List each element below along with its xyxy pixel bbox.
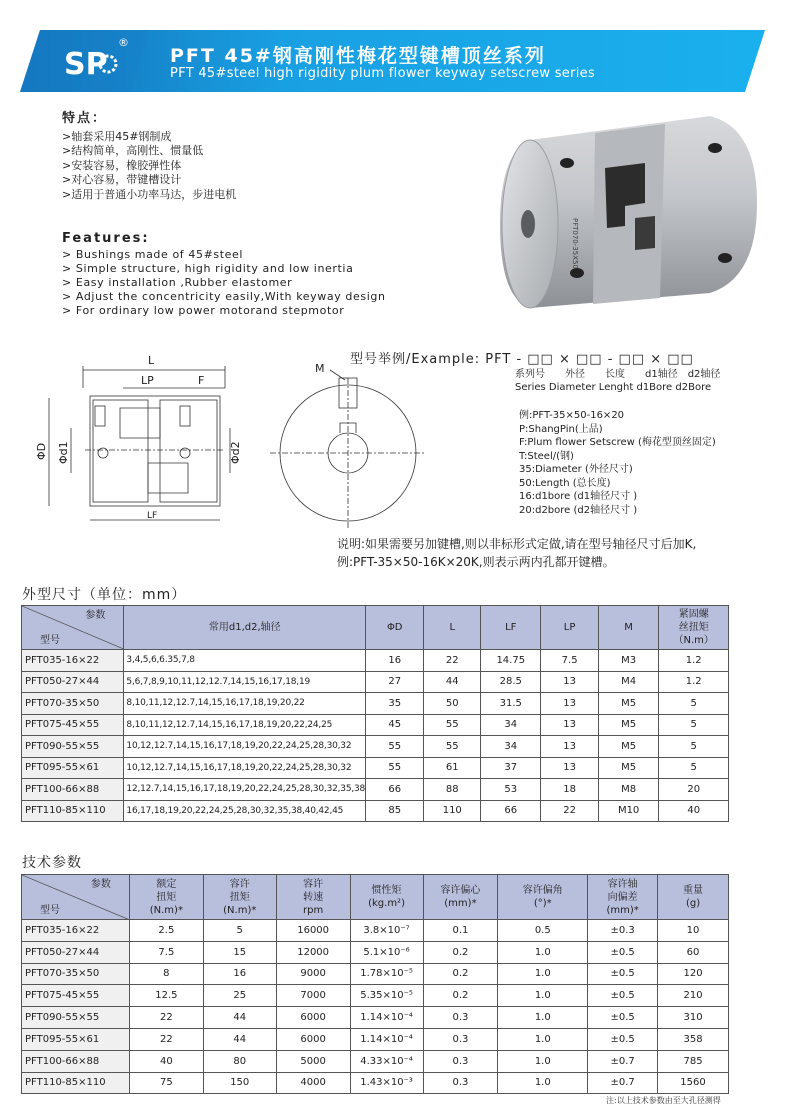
value-cell: 4000 — [276, 1072, 350, 1094]
value-cell: ±0.5 — [588, 985, 658, 1007]
corner-model: 型号 — [40, 905, 60, 916]
value-cell: 66 — [366, 779, 424, 801]
value-cell: 0.5 — [498, 920, 588, 942]
table-row — [22, 714, 729, 736]
corner-model: 型号 — [40, 635, 60, 646]
value-cell: 55 — [366, 757, 424, 779]
tech-header: 容许偏心 (mm)* — [423, 875, 498, 920]
feature-en-item: > Bushings made of 45#steel — [62, 248, 244, 261]
model-cell: PFT095-55×61 — [22, 757, 124, 779]
value-cell: 9000 — [276, 963, 350, 985]
value-cell: M5 — [598, 757, 659, 779]
value-cell: 55 — [366, 736, 424, 758]
value-cell: ±0.5 — [588, 1007, 658, 1029]
feature-cn-item: >结构简单，高刚性、惯量低 — [62, 144, 204, 157]
value-cell: 5.1×10⁻⁶ — [350, 941, 423, 963]
value-cell: 66 — [481, 800, 541, 822]
features-cn — [62, 112, 236, 202]
value-cell: M5 — [598, 736, 659, 758]
table-row — [22, 800, 729, 822]
model-cell: PFT070-35×50 — [22, 963, 130, 985]
features-en-heading: Features: — [62, 231, 150, 246]
value-cell: 27 — [366, 671, 424, 693]
table-row — [22, 693, 729, 715]
page-title: PFT 45#钢高刚性梅花型键槽顶丝系列 — [170, 45, 546, 67]
value-cell: ±0.7 — [588, 1072, 658, 1094]
tech-header: 重量 (g) — [658, 875, 729, 920]
value-cell: M5 — [598, 714, 659, 736]
value-cell: 5000 — [276, 1050, 350, 1072]
registered-mark: ® — [118, 36, 129, 49]
value-cell: 55 — [424, 736, 481, 758]
value-cell: 16000 — [276, 920, 350, 942]
value-cell: 61 — [424, 757, 481, 779]
example-detail-line: P:ShangPin(上品) — [519, 423, 603, 435]
note-line: 说明:如果需要另加键槽,则以非标形式定做,请在型号轴径尺寸后加K, — [337, 537, 697, 551]
value-cell: 210 — [658, 985, 729, 1007]
value-cell: M10 — [598, 800, 659, 822]
value-cell: 5.35×10⁻⁵ — [350, 985, 423, 1007]
tech-header: 容许 转速 rpm — [276, 875, 350, 920]
value-cell: 34 — [481, 736, 541, 758]
table-row — [22, 963, 729, 985]
value-cell: 13 — [541, 671, 598, 693]
model-example: 型号举例/Example: PFT - □□ × □□ - □□ × □□ — [350, 352, 694, 367]
value-cell: 0.1 — [423, 920, 498, 942]
model-cell: PFT075-45×55 — [22, 714, 124, 736]
value-cell: 12.5 — [129, 985, 203, 1007]
dim-header: 常用d1,d2,轴径 — [124, 606, 366, 650]
table-row — [22, 736, 729, 758]
value-cell: 45 — [366, 714, 424, 736]
value-cell: 3,4,5,6,6.35,7,8 — [124, 650, 366, 672]
tech-header: 容许偏角 (°)* — [498, 875, 588, 920]
value-cell: 44 — [203, 1007, 276, 1029]
value-cell: 5,6,7,8,9,10,11,12,12.7,14,15,16,17,18,19 — [124, 671, 366, 693]
value-cell: 75 — [129, 1072, 203, 1094]
value-cell: ±0.5 — [588, 963, 658, 985]
value-cell: 60 — [658, 941, 729, 963]
value-cell: 358 — [658, 1028, 729, 1050]
example-detail-line: 20:d2bore (d2轴径尺寸 ) — [519, 504, 638, 516]
table-row — [22, 1072, 729, 1094]
value-cell: 22 — [129, 1007, 203, 1029]
features-cn-heading: 特点： — [62, 111, 108, 126]
value-cell: 13 — [541, 757, 598, 779]
page-subtitle: PFT 45#steel high rigidity plum flower keyway setscrew series — [170, 66, 596, 81]
value-cell: M3 — [598, 650, 659, 672]
dim-label-LF: LF — [147, 511, 158, 521]
value-cell: 14.75 — [481, 650, 541, 672]
value-cell: 34 — [481, 714, 541, 736]
value-cell: 8,10,11,12,12.7,14,15,16,17,18,19,20,22,24,25 — [124, 714, 366, 736]
value-cell: 6000 — [276, 1007, 350, 1029]
value-cell: 4.33×10⁻⁴ — [350, 1050, 423, 1072]
table-row — [22, 1050, 729, 1072]
value-cell: 2.5 — [129, 920, 203, 942]
model-cell: PFT100-66×88 — [22, 1050, 130, 1072]
example-labels-cn: 系列号 外径 长度 d1轴径 d2轴径 — [515, 369, 721, 380]
value-cell: 1.14×10⁻⁴ — [350, 1028, 423, 1050]
example-detail-line: F:Plum flower Setscrew (梅花型顶丝固定) — [519, 437, 716, 448]
tech-header: 惯性矩 (kg.m²) — [350, 875, 423, 920]
dim-header: M — [598, 606, 659, 650]
model-cell: PFT070-35×50 — [22, 693, 124, 715]
table-row — [22, 1028, 729, 1050]
example-detail-line: 例:PFT-35×50-16×20 — [519, 410, 625, 421]
value-cell: 22 — [541, 800, 598, 822]
dim-label-d2: Φd2 — [229, 441, 242, 464]
dim-label-d1: Φd1 — [57, 441, 70, 464]
value-cell: 3.8×10⁻⁷ — [350, 920, 423, 942]
value-cell: 0.2 — [423, 963, 498, 985]
value-cell: 12,12.7,14,15,16,17,18,19,20,22,24,25,28,30,32,35,38 — [124, 779, 366, 801]
value-cell: 44 — [424, 671, 481, 693]
dim-header: 紧固螺 丝扭矩 （N.m） — [659, 606, 729, 650]
model-cell: PFT110-85×110 — [22, 800, 124, 822]
value-cell: 15 — [203, 941, 276, 963]
dimension-drawing — [25, 348, 525, 538]
table-row — [22, 941, 729, 963]
tech-header: 容许 扭矩 (N.m)* — [203, 875, 276, 920]
value-cell: 37 — [481, 757, 541, 779]
table-row — [22, 985, 729, 1007]
product-photo — [495, 108, 765, 313]
value-cell: 12000 — [276, 941, 350, 963]
value-cell: 28.5 — [481, 671, 541, 693]
dim-label-LP: LP — [141, 374, 154, 387]
dim-header: L — [424, 606, 481, 650]
value-cell: 7.5 — [129, 941, 203, 963]
dimension-table — [21, 605, 729, 822]
value-cell: 13 — [541, 693, 598, 715]
value-cell: 1.0 — [498, 963, 588, 985]
value-cell: 44 — [203, 1028, 276, 1050]
corner-param: 参数 — [90, 879, 111, 890]
model-cell: PFT090-55×55 — [22, 1007, 130, 1029]
value-cell: 5 — [203, 920, 276, 942]
value-cell: 5 — [659, 736, 729, 758]
value-cell: 0.3 — [423, 1028, 498, 1050]
value-cell: 5 — [659, 757, 729, 779]
dim-header: LF — [481, 606, 541, 650]
features-en — [62, 232, 386, 318]
value-cell: 1.2 — [659, 671, 729, 693]
table-row — [22, 757, 729, 779]
value-cell: 310 — [658, 1007, 729, 1029]
dim-label-L: L — [148, 354, 155, 367]
tech-header: 容许轴 向偏差 (mm)* — [588, 875, 658, 920]
keyway-note — [337, 535, 696, 571]
model-cell: PFT110-85×110 — [22, 1072, 130, 1094]
value-cell: 6000 — [276, 1028, 350, 1050]
value-cell: 1.2 — [659, 650, 729, 672]
value-cell: 80 — [203, 1050, 276, 1072]
value-cell: 22 — [424, 650, 481, 672]
example-detail-line: T:Steel/(钢) — [519, 450, 574, 462]
feature-cn-item: >对心容易，带键槽设计 — [62, 173, 182, 186]
model-cell: PFT050-27×44 — [22, 671, 124, 693]
value-cell: 10,12,12.7,14,15,16,17,18,19,20,22,24,25,28,30,32 — [124, 757, 366, 779]
value-cell: 13 — [541, 736, 598, 758]
value-cell: 16,17,18,19,20,22,24,25,28,30,32,35,38,40,42,45 — [124, 800, 366, 822]
value-cell: 120 — [658, 963, 729, 985]
table-row — [22, 650, 729, 672]
product-engraving: PFT070-35X50 — [571, 218, 579, 269]
value-cell: 31.5 — [481, 693, 541, 715]
value-cell: 16 — [203, 963, 276, 985]
value-cell: 50 — [424, 693, 481, 715]
feature-en-item: > Adjust the concentricity easily,With keyway design — [62, 290, 386, 303]
value-cell: 1.0 — [498, 1007, 588, 1029]
dim-table-title: 外型尺寸（单位：mm） — [22, 587, 187, 603]
feature-cn-item: >轴套采用45#钢制成 — [62, 129, 172, 143]
example-labels-en: Series Diameter Lenght d1Bore d2Bore — [515, 382, 712, 393]
tech-corner-cell — [22, 875, 130, 920]
value-cell: 55 — [424, 714, 481, 736]
model-cell: PFT035-16×22 — [22, 650, 124, 672]
model-cell: PFT090-55×55 — [22, 736, 124, 758]
value-cell: M4 — [598, 671, 659, 693]
value-cell: 110 — [424, 800, 481, 822]
tech-parameter-table — [21, 874, 729, 1094]
note-line: 例:PFT-35×50-16K×20K,则表示两内孔都开键槽。 — [337, 555, 615, 569]
value-cell: 1.0 — [498, 1050, 588, 1072]
value-cell: 0.3 — [423, 1050, 498, 1072]
value-cell: 7000 — [276, 985, 350, 1007]
feature-en-item: > For ordinary low power motorand stepmotor — [62, 304, 345, 317]
value-cell: 85 — [366, 800, 424, 822]
value-cell: 1.0 — [498, 1072, 588, 1094]
value-cell: 7.5 — [541, 650, 598, 672]
dim-label-D: ΦD — [35, 442, 48, 460]
table-row — [22, 779, 729, 801]
tech-footnote: 注:以上技术参数由至大孔径测得 — [606, 1096, 721, 1105]
value-cell: 53 — [481, 779, 541, 801]
model-cell: PFT095-55×61 — [22, 1028, 130, 1050]
brand-logo — [62, 40, 122, 84]
example-detail-line: 35:Diameter (外径尺寸) — [519, 464, 633, 475]
value-cell: M8 — [598, 779, 659, 801]
feature-cn-item: >适用于普通小功率马达，步进电机 — [62, 187, 237, 201]
example-detail — [519, 409, 716, 517]
value-cell: 40 — [129, 1050, 203, 1072]
value-cell: 8 — [129, 963, 203, 985]
value-cell: 1560 — [658, 1072, 729, 1094]
table-row — [22, 671, 729, 693]
feature-en-item: > Simple structure, high rigidity and low inertia — [62, 262, 354, 275]
value-cell: 1.43×10⁻³ — [350, 1072, 423, 1094]
value-cell: M5 — [598, 693, 659, 715]
feature-en-item: > Easy installation ,Rubber elastomer — [62, 276, 293, 289]
value-cell: 20 — [659, 779, 729, 801]
value-cell: 35 — [366, 693, 424, 715]
feature-cn-item: >安装容易，橡胶弹性体 — [62, 158, 182, 172]
brand-logo-text: SP — [64, 47, 108, 82]
model-cell: PFT075-45×55 — [22, 985, 130, 1007]
value-cell: 0.3 — [423, 1072, 498, 1094]
value-cell: 5 — [659, 693, 729, 715]
value-cell: 16 — [366, 650, 424, 672]
dim-label-F: F — [198, 374, 205, 387]
value-cell: ±0.5 — [588, 941, 658, 963]
value-cell: 8,10,11,12,12.7,14,15,16,17,18,19,20,22 — [124, 693, 366, 715]
value-cell: 0.2 — [423, 985, 498, 1007]
table-row — [22, 920, 729, 942]
example-detail-line: 50:Length (总长度) — [519, 477, 611, 489]
value-cell: ±0.5 — [588, 1028, 658, 1050]
value-cell: 0.3 — [423, 1007, 498, 1029]
value-cell: 150 — [203, 1072, 276, 1094]
corner-param: 参数 — [85, 610, 106, 621]
value-cell: 40 — [659, 800, 729, 822]
value-cell: 13 — [541, 714, 598, 736]
value-cell: 1.0 — [498, 1028, 588, 1050]
dim-label-M: M — [315, 362, 325, 375]
value-cell: 18 — [541, 779, 598, 801]
value-cell: 88 — [424, 779, 481, 801]
value-cell: 1.0 — [498, 985, 588, 1007]
value-cell: 785 — [658, 1050, 729, 1072]
value-cell: 1.78×10⁻⁵ — [350, 963, 423, 985]
value-cell: ±0.7 — [588, 1050, 658, 1072]
value-cell: 22 — [129, 1028, 203, 1050]
value-cell: 5 — [659, 714, 729, 736]
dim-header: LP — [541, 606, 598, 650]
value-cell: ±0.3 — [588, 920, 658, 942]
model-cell: PFT050-27×44 — [22, 941, 130, 963]
value-cell: 1.14×10⁻⁴ — [350, 1007, 423, 1029]
table-row — [22, 1007, 729, 1029]
tech-header: 额定 扭矩 (N.m)* — [129, 875, 203, 920]
value-cell: 1.0 — [498, 941, 588, 963]
value-cell: 25 — [203, 985, 276, 1007]
dim-corner-cell — [22, 606, 124, 650]
example-detail-line: 16:d1bore (d1轴径尺寸 ) — [519, 491, 638, 502]
model-cell: PFT100-66×88 — [22, 779, 124, 801]
value-cell: 0.2 — [423, 941, 498, 963]
dim-header: ΦD — [366, 606, 424, 650]
example-field-labels — [515, 368, 720, 394]
value-cell: 10 — [658, 920, 729, 942]
value-cell: 10,12,12.7,14,15,16,17,18,19,20,22,24,25,28,30,32 — [124, 736, 366, 758]
tech-table-title: 技术参数 — [22, 855, 82, 871]
model-cell: PFT035-16×22 — [22, 920, 130, 942]
